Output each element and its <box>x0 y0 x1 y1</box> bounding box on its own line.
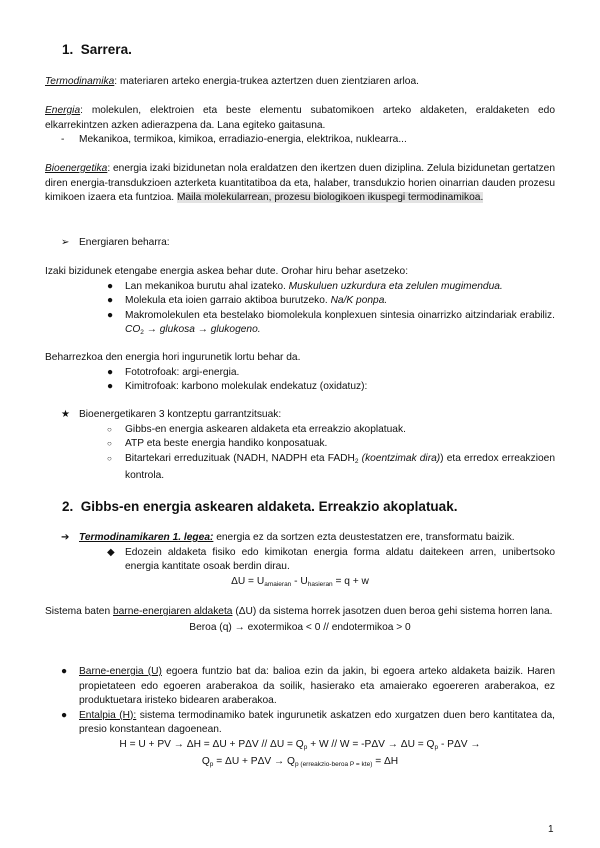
diamond-icon: ◆ <box>107 546 115 558</box>
bullet-icon: ● <box>107 280 114 292</box>
subscript: p <box>209 761 214 768</box>
paragraph-sistema <box>45 605 555 635</box>
formula-part: ΔU = U <box>231 575 265 587</box>
star-icon: ★ <box>61 409 71 420</box>
definition-text: : energia izaki bizidunetan nola eraldatzen den ikertzen duen diziplina. Zelula bizidunetan gertatzen diren energia-transdukzioen azterketa kuantitatiboa da eta, halaber, transdukzio horien oinarrian dauden prozesu kimikoen izaera eta funtzioa. <box>45 163 555 203</box>
circle-bullet-icon: ○ <box>107 439 112 448</box>
formula-part: H = U + PV → ΔH = ΔU + PΔV // ΔU = Q <box>119 738 304 750</box>
paragraph-text: Sistema baten <box>45 606 113 617</box>
circle-bullet-icon: ○ <box>107 424 112 434</box>
formula-part: Q <box>201 756 210 767</box>
item-text: Edozein aldaketa fisiko edo kimikotan energia forma aldatu daitekeen arren, unibertsoko energia kantitate osoak berdin dirau. <box>125 546 555 572</box>
formula-part: = q + w <box>332 575 369 587</box>
list-item <box>45 309 555 341</box>
law-title: Termodinamikaren 1. legea: <box>79 532 214 543</box>
item-text: ) eta erredox erreakzioen kontrola. <box>125 452 556 481</box>
concepts-section <box>45 408 555 484</box>
subscript: p (erreakzio-beroa P = kte) <box>294 761 373 768</box>
bullet-icon: ● <box>107 366 114 378</box>
formula-part: + W // W = -PΔV → ΔU = Q <box>307 738 435 750</box>
item-example: → glukosa → glukogeno. <box>143 324 261 335</box>
item-text: ATP eta beste energia handiko konposatuak. <box>125 438 328 449</box>
list-item <box>45 437 555 452</box>
first-law-item <box>45 531 555 546</box>
subscript: 2 <box>140 329 144 336</box>
bullet-icon: ● <box>61 666 68 677</box>
list-item <box>45 366 555 381</box>
subheading-text: Energiaren beharra: <box>79 237 170 248</box>
paragraph-beharrezkoa <box>45 351 555 395</box>
formula-heat: Beroa (q) → exotermikoa < 0 // endotermikoa > 0 <box>189 621 411 633</box>
formula-part: - PΔV → <box>438 738 481 750</box>
subheading-text: Bioenergetikaren 3 kontzeptu garrantzitsuak: <box>79 409 282 420</box>
subscript: hasieran <box>307 580 333 588</box>
paragraph-text: (ΔU) da sistema horrek jasotzen duen beroa gehi sistema horren lana. <box>232 606 553 617</box>
formula-enthalpy-2 <box>45 755 555 773</box>
list-item <box>45 133 555 148</box>
section-2-heading <box>62 499 457 514</box>
definition-text: : molekulen, elektroien eta beste elementu subatomikoen arteko aldaketen, eraldaketen edo elkarrekintzen azken adierazpena da. Lana egiteko gaitasuna. <box>45 105 555 131</box>
list-item <box>45 423 555 438</box>
underlined-term: Entalpia (H): <box>79 709 137 721</box>
definition-text: : materiaren arteko energia-trukea aztertzen duen zientziaren arloa. <box>114 76 419 87</box>
item-text: Kimitrofoak: karbono molekulak endekatuz (oxidatuz): <box>125 381 368 392</box>
formula-internal-energy <box>45 575 555 593</box>
definition-energia <box>45 104 555 148</box>
item-text: Fototrofoak: argi-energia. <box>125 366 240 378</box>
energy-need-heading <box>45 236 555 251</box>
item-text: Molekula eta ioien garraio aktiboa burutzeko. <box>125 295 331 306</box>
section-number: 1. <box>62 42 74 57</box>
formula-part: - U <box>291 575 308 587</box>
circle-bullet-icon: ○ <box>107 453 112 463</box>
arrowhead-icon: ➢ <box>61 237 70 248</box>
law-text: energia ez da sortzen ezta deustestatzen ere, transformatu baizik. <box>213 532 515 543</box>
highlighted-text: Maila molekularrean, prozesu biologikoen ikuspegi termodinamikoa. <box>176 192 484 203</box>
subscript: amaieran <box>264 580 292 588</box>
concepts-heading <box>45 408 555 423</box>
properties-list <box>45 665 555 773</box>
bullet-icon: ● <box>107 381 114 392</box>
item-note: (koentzimak dira) <box>358 452 441 464</box>
definition-termodinamika <box>45 75 555 90</box>
bullet-icon: ● <box>107 295 114 306</box>
item-example: CO <box>125 324 141 335</box>
underlined-term: barne-energiaren aldaketa <box>112 606 233 617</box>
list-item <box>45 294 555 309</box>
list-item <box>45 452 555 484</box>
list-item <box>45 546 555 575</box>
subscript: 2 <box>354 457 359 465</box>
definition-bioenergetika <box>45 162 555 206</box>
item-example: Na/K ponpa. <box>330 295 388 306</box>
item-text: Bitartekari erreduzituak (NADH, NADPH eta FADH <box>125 452 355 464</box>
item-example: Muskuluen uzkurdura eta zelulen mugimendua. <box>288 280 503 292</box>
first-law-section <box>45 531 555 592</box>
item-text: Mekanikoa, termikoa, kimikoa, erradiazio-energia, elektrikoa, nuklearra... <box>79 134 407 145</box>
paragraph-text: Beharrezkoa den energia hori ingurunetik lortu behar da. <box>45 352 301 363</box>
list-item <box>45 380 555 395</box>
item-text: sistema termodinamiko batek ingurunetik askatzen edo xurgatzen duen bero kantitatea da, presio konstantean dagoenean. <box>79 709 555 735</box>
term: Bioenergetika <box>45 163 108 174</box>
bullet-icon: ● <box>61 709 68 721</box>
page-number: 1 <box>548 824 554 835</box>
formula-part: = ΔU + PΔV → Q <box>213 756 295 767</box>
list-item <box>45 709 555 738</box>
section-1-heading <box>62 42 132 57</box>
bullet-icon: ● <box>107 309 114 321</box>
list-item <box>45 665 555 709</box>
subscript: p <box>303 743 308 751</box>
formula-enthalpy-1 <box>45 738 555 756</box>
section-title: Gibbs-en energia askearen aldaketa. Erreakzio akoplatuak. <box>80 499 458 514</box>
list-item <box>45 280 555 295</box>
formula-part: = ΔH <box>372 756 399 767</box>
item-text: Gibbs-en energia askearen aldaketa eta erreakzio akoplatuak. <box>125 423 406 435</box>
item-text: egoera funtzio bat da: balioa ezin da jakin, bi egoera arteko aldaketa baizik. Haren propietateen edo egoeren araberakoa da soilik, hasierako eta amaierako egoereren araberakoa, ez produktuetara iristeko bidearen araberakoa. <box>79 666 555 706</box>
term: Termodinamika <box>45 76 115 87</box>
underlined-term: Barne-energia (U) <box>79 666 162 677</box>
paragraph-text: Izaki bizidunek etengabe energia askea behar dute. Orohar hiru behar asetzeko: <box>45 266 409 277</box>
arrow-icon: ➔ <box>61 532 70 543</box>
item-text: Lan mekanikoa burutu ahal izateko. <box>125 280 289 292</box>
dash-marker: - <box>61 134 65 145</box>
term: Energia <box>45 105 81 116</box>
paragraph-izaki <box>45 265 555 341</box>
item-text: Makromolekulen eta bestelako biomolekula konplexuen sintesia oinarrizko aitzindariak erabiliz. <box>125 309 555 321</box>
section-number: 2. <box>62 499 74 514</box>
subscript: p <box>434 743 439 751</box>
section-title: Sarrera. <box>80 42 132 57</box>
